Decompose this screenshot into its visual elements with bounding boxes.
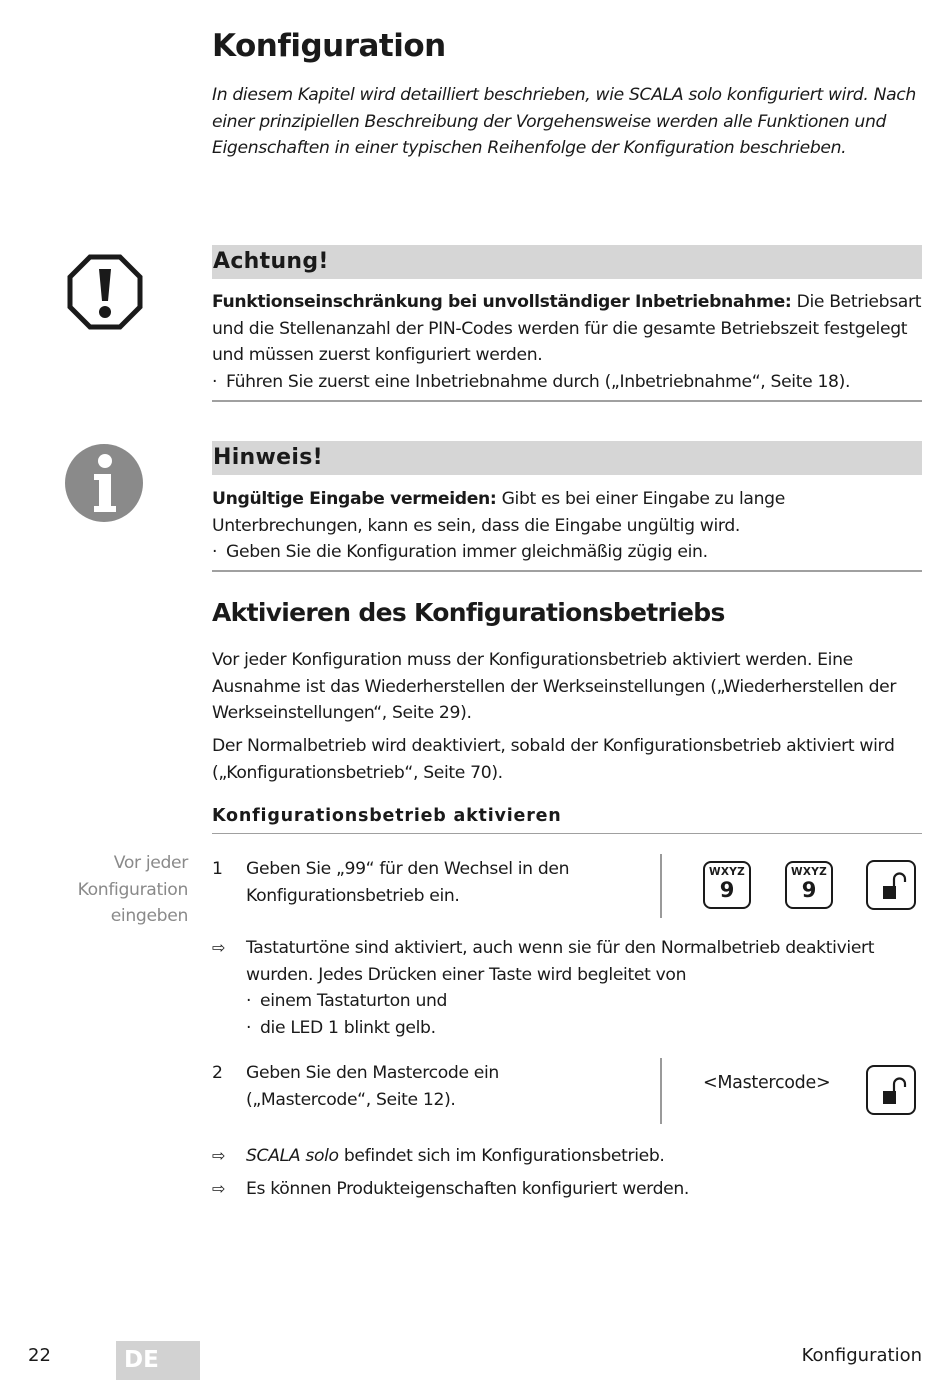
- section-paragraph-1: Vor jeder Konfiguration muss der Konfigurationsbetrieb aktiviert werden. Eine Ausnahme ist das Wiederherstellen der Werkseinstellungen („Wiederherstellen der Werkseinstellungen“, Seite 29).: [212, 650, 897, 723]
- result-1-bullet-2: [246, 1015, 436, 1042]
- result-arrow-icon: ⇨: [212, 1179, 226, 1198]
- result-1-bullet-1-text: einem Tastaturton und: [260, 991, 448, 1011]
- key-9-button: [703, 861, 751, 909]
- section-paragraph-2: Der Normalbetrieb wird deaktiviert, sobald der Konfigurationsbetrieb aktiviert wird („Konfigurationsbetrieb“, Seite 70).: [212, 736, 895, 783]
- product-name: SCALA solo: [246, 1146, 339, 1166]
- warning-text: Die Betriebsart und die Stellenanzahl der PIN-Codes werden für die gesamte Betriebszeit festgelegt und müssen zuerst konfiguriert werden.: [212, 292, 922, 365]
- section-heading: Aktivieren des Konfigurationsbetriebs: [212, 598, 725, 627]
- result-arrow-icon: ⇨: [212, 1146, 226, 1165]
- bullet-dot: ·: [212, 542, 218, 562]
- unlock-key-button: [866, 860, 916, 910]
- result-3-text: Es können Produkteigenschaften konfiguriert werden.: [246, 1179, 690, 1199]
- result-arrow-icon: ⇨: [212, 938, 226, 957]
- intro-paragraph: In diesem Kapitel wird detailliert beschrieben, wie SCALA solo konfiguriert wird. Nach einer prinzipiellen Beschreibung der Vorgehensweise werden alle Funktionen und Eigenschaften in einer typischen Reihenfolge der Konfiguration beschrieben.: [212, 85, 916, 158]
- warning-bullet: Führen Sie zuerst eine Inbetriebnahme durch („Inbetriebnahme“, Seite 18).: [226, 371, 851, 392]
- result-2-rest: befindet sich im Konfigurationsbetrieb.: [338, 1146, 665, 1166]
- result-1-text: Tastaturtöne sind aktiviert, auch wenn sie für den Normalbetrieb deaktiviert wurden. Jedes Drücken einer Taste wird begleitet von: [246, 938, 875, 985]
- unlock-icon: [868, 862, 914, 908]
- result-1-bullet-2-text: die LED 1 blinkt gelb.: [260, 1018, 436, 1038]
- warning-bottom-rule: [212, 400, 922, 402]
- warning-heading: Achtung!: [212, 245, 922, 279]
- step-2-divider: [660, 1058, 662, 1124]
- footer-section-title: Konfiguration: [801, 1345, 922, 1366]
- info-icon: [64, 443, 144, 523]
- procedure-heading: Konfigurationsbetrieb aktivieren: [212, 806, 562, 826]
- step-2-number: 2: [212, 1063, 223, 1083]
- warning-octagon-icon: [67, 254, 143, 330]
- note-text: Gibt es bei einer Eingabe zu lange Unterbrechungen, kann es sein, dass die Eingabe ungültig wird.: [212, 489, 785, 536]
- step-2-text: Geben Sie den Mastercode ein („Mastercode“, Seite 12).: [246, 1063, 499, 1110]
- key-digit: 9: [719, 878, 735, 902]
- bullet-dot: ·: [246, 1018, 252, 1038]
- page-title: Konfiguration: [212, 28, 446, 64]
- step-1-text: Geben Sie „99“ für den Wechsel in den Konfigurationsbetrieb ein.: [246, 859, 570, 906]
- key-letters: WXYZ: [708, 866, 746, 878]
- key-digit: 9: [801, 878, 817, 902]
- bullet-dot: ·: [246, 991, 252, 1011]
- key-9-button: [785, 861, 833, 909]
- unlock-icon: [868, 1067, 914, 1113]
- mastercode-label: <Mastercode>: [703, 1073, 831, 1093]
- margin-note: Vor jeder Konfiguration eingeben: [77, 853, 188, 926]
- bullet-dot: ·: [212, 371, 218, 392]
- warning-body: [212, 289, 924, 395]
- note-bottom-rule: [212, 570, 922, 572]
- note-bullet: Geben Sie die Konfiguration immer gleichmäßig zügig ein.: [226, 542, 708, 562]
- language-tab: DE: [116, 1341, 200, 1380]
- warning-bold-lead: Funktionseinschränkung bei unvollständiger Inbetriebnahme:: [212, 292, 792, 312]
- step-1-divider: [660, 854, 662, 918]
- step-1-number: 1: [212, 859, 223, 879]
- result-2-text: [246, 1143, 665, 1170]
- note-body: [212, 486, 924, 566]
- note-bold-lead: Ungültige Eingabe vermeiden:: [212, 489, 497, 509]
- unlock-key-button: [866, 1065, 916, 1115]
- result-1-bullet-1: [246, 988, 447, 1015]
- note-heading: Hinweis!: [212, 441, 922, 475]
- procedure-heading-rule: [212, 833, 922, 834]
- key-letters: WXYZ: [790, 866, 828, 878]
- page-number: 22: [28, 1345, 51, 1366]
